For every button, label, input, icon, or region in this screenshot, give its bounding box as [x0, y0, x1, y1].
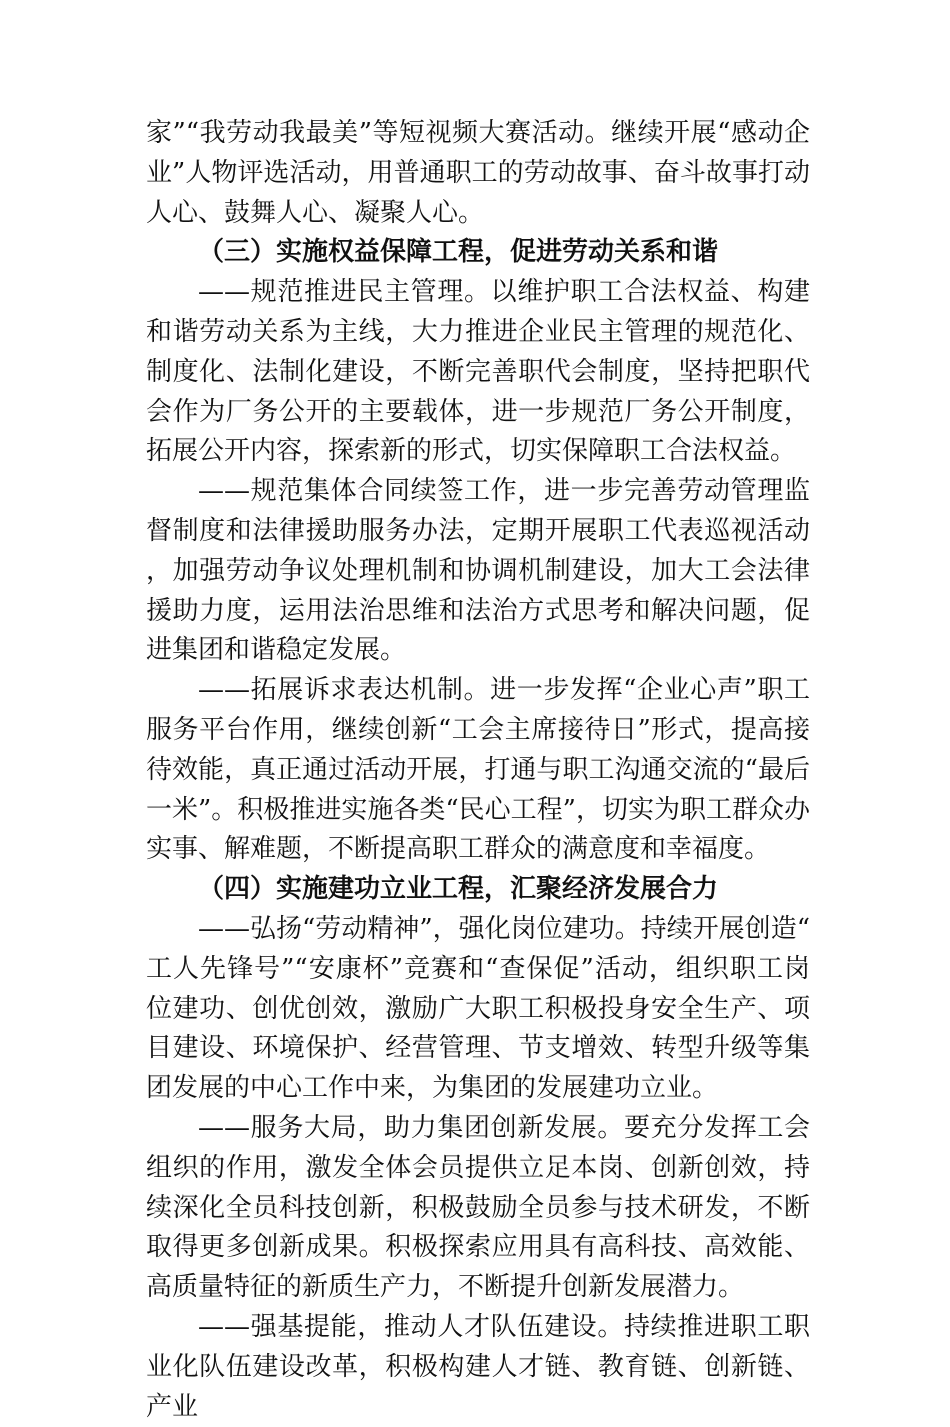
paragraph-talent-building: ——强基提能，推动人才队伍建设。持续推进职工职业化队伍建设改革，积极构建人才链、教育链、创新链、产业	[146, 1311, 810, 1422]
section-heading-3: （三）实施权益保障工程，促进劳动关系和谐	[198, 237, 719, 268]
paragraph-appeal-mechanism: ——拓展诉求表达机制。进一步发挥“企业心声”职工服务平台作用，继续创新“工会主席接待日”形式，提高接待效能，真正通过活动开展，打通与职工沟通交流的“最后一米”。积极推进实施各类“民心工程”，切实为职工群众办实事、解难题，不断提高职工群众的满意度和幸福度。	[146, 675, 810, 865]
document-page	[146, 114, 810, 1427]
paragraph-continuation: 家”“我劳动我最美”等短视频大赛活动。继续开展“感动企业”人物评选活动，用普通职工的劳动故事、奋斗故事打动人心、鼓舞人心、凝聚人心。	[146, 118, 810, 228]
section-heading-4: （四）实施建功立业工程，汇聚经济发展合力	[198, 874, 719, 905]
paragraph-innovation: ——服务大局，助力集团创新发展。要充分发挥工会组织的作用，激发全体会员提供立足本岗、创新创效，持续深化全员科技创新，积极鼓励全员参与技术研发，不断取得更多创新成果。积极探索应用具有高科技、高效能、高质量特征的新质生产力，不断提升创新发展潜力。	[146, 1112, 810, 1303]
paragraph-labor-spirit: ——弘扬“劳动精神”，强化岗位建功。持续开展创造“工人先锋号”“安康杯”竞赛和“查保促”活动，组织职工岗位建功、创优创效，激励广大职工积极投身安全生产、项目建设、环境保护、经营管理、节支增效、转型升级等集团发展的中心工作中来，为集团的发展建功立业。	[146, 913, 810, 1104]
paragraph-collective-contract: ——规范集体合同续签工作，进一步完善劳动管理监督制度和法律援助服务办法，定期开展职工代表巡视活动，加强劳动争议处理机制和协调机制建设，加大工会法律援助力度，运用法治思维和法治方式思考和解决问题，促进集团和谐稳定发展。	[146, 476, 810, 666]
paragraph-democratic-management: ——规范推进民主管理。以维护职工合法权益、构建和谐劳动关系为主线，大力推进企业民主管理的规范化、制度化、法制化建设，不断完善职代会制度，坚持把职代会作为厂务公开的主要载体，进一步规范厂务公开制度，拓展公开内容，探索新的形式，切实保障职工合法权益。	[146, 277, 810, 467]
